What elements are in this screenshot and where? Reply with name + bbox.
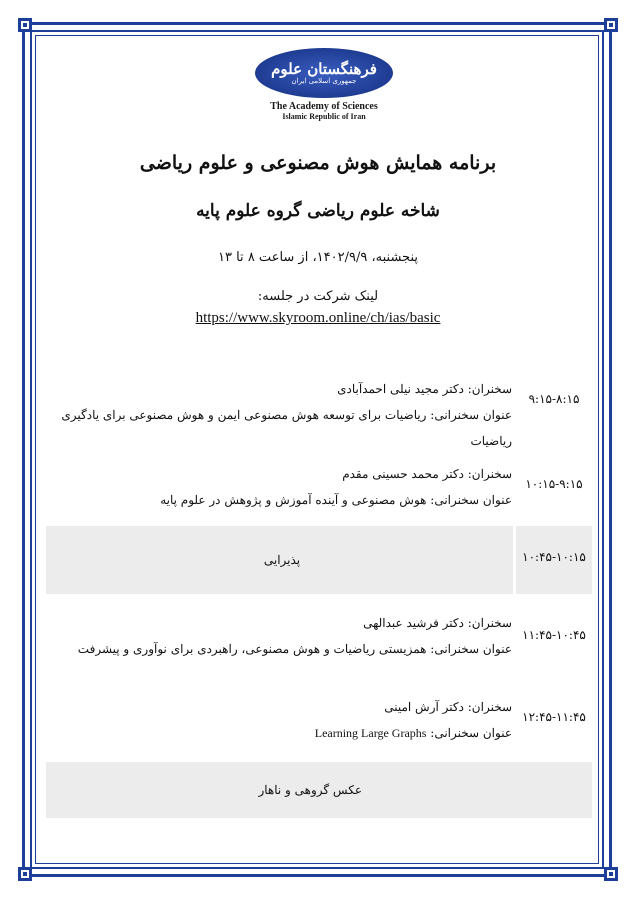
break-label: پذیرایی — [263, 553, 301, 567]
page-title: برنامه همایش هوش مصنوعی و علوم ریاضی — [139, 152, 497, 174]
meeting-link[interactable]: https://www.skyroom.online/ch/ias/basic — [195, 310, 441, 326]
meeting-link-label: لینک شرکت در جلسه: — [257, 289, 379, 304]
border-corner-ornament — [604, 867, 618, 881]
border-corner-ornament — [18, 867, 32, 881]
lunch-label: عکس گروهی و ناهار — [258, 783, 362, 797]
session-time: ۱۱:۴۵-۱۰:۴۵ — [522, 628, 586, 642]
session-speaker: سخنران: دکتر فرشید عبدالهی — [363, 616, 512, 630]
talk-title-english: Learning Large Graphs — [314, 726, 427, 740]
session-speaker: سخنران: دکتر محمد حسینی مقدم — [342, 467, 512, 481]
schedule-row — [46, 610, 592, 670]
logo-english-line1: The Academy of Sciences — [270, 101, 378, 112]
session-time: ۱۰:۱۵-۹:۱۵ — [525, 477, 583, 491]
session-talk-title — [52, 720, 512, 746]
border-corner-ornament — [604, 18, 618, 32]
schedule-row-break — [46, 526, 592, 594]
schedule-row — [46, 457, 592, 517]
schedule-row — [46, 690, 592, 750]
session-time: ۱۲:۴۵-۱۱:۴۵ — [522, 710, 586, 724]
session-talk-title: عنوان سخنرانی: هوش مصنوعی و آینده آموزش و پژوهش در علوم پایه — [160, 493, 512, 507]
session-speaker: سخنران: دکتر مجید نیلی احمدآبادی — [337, 382, 512, 396]
academy-logo — [250, 48, 398, 122]
logo-persian-name: فرهنگستان علوم — [271, 60, 377, 78]
schedule-row-lunch — [46, 762, 592, 818]
session-time: ۱۰:۴۵-۱۰:۱۵ — [522, 550, 586, 564]
page-subtitle: شاخه علوم ریاضی گروه علوم پایه — [196, 201, 440, 221]
session-speaker: سخنران: دکتر آرش امینی — [384, 700, 512, 714]
talk-prefix: عنوان سخنرانی: — [430, 726, 512, 740]
session-time: ۹:۱۵-۸:۱۵ — [528, 392, 580, 406]
event-date-time: پنجشنبه، ۱۴۰۲/۹/۹، از ساعت ۸ تا ۱۳ — [218, 250, 418, 265]
schedule-row — [46, 372, 592, 448]
border-corner-ornament — [18, 18, 32, 32]
session-talk-title: عنوان سخنرانی: ریاضیات برای توسعه هوش مصنوعی ایمن و هوش مصنوعی برای یادگیری ریاضیات — [61, 408, 512, 448]
logo-emblem — [255, 48, 393, 98]
session-talk-title: عنوان سخنرانی: همزیستی ریاضیات و هوش مصنوعی، راهبردی برای نوآوری و پیشرفت — [77, 642, 512, 656]
logo-english-line2: Islamic Republic of Iran — [282, 112, 366, 121]
logo-persian-sub: جمهوری اسلامی ایران — [291, 77, 357, 85]
